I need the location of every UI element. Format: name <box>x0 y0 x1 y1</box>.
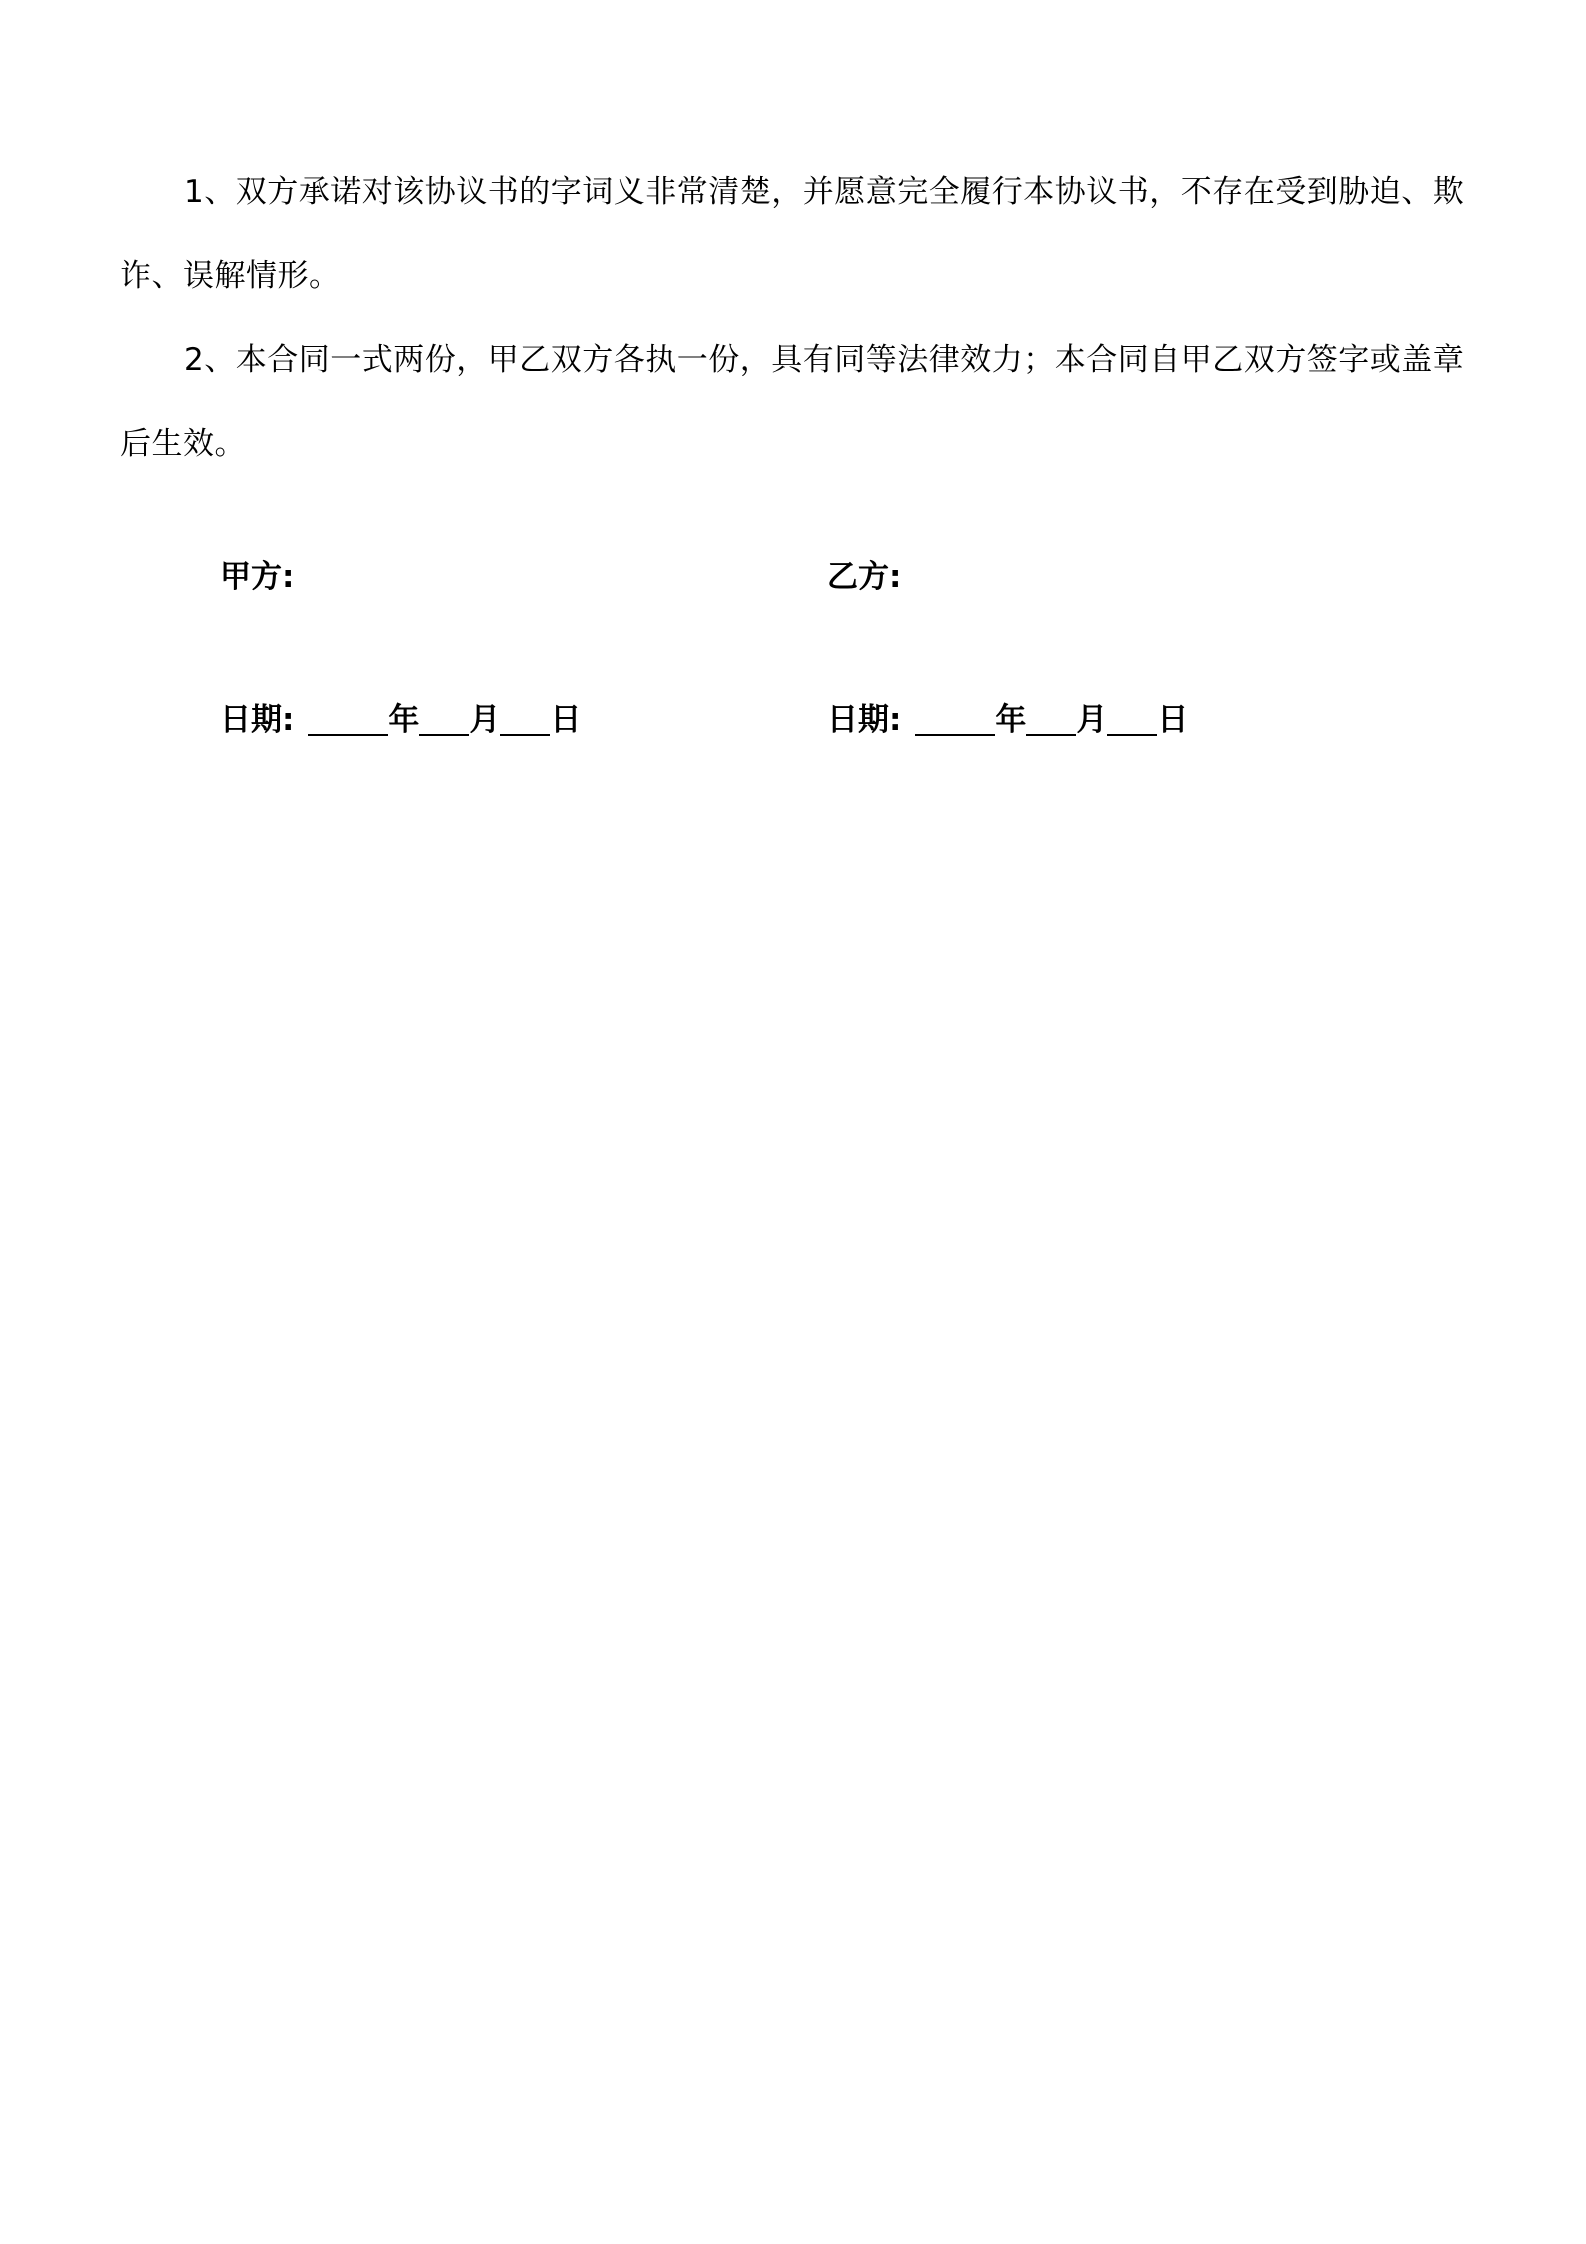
party-a-year-label: 年 <box>388 702 420 738</box>
clauses-section <box>120 150 1472 486</box>
party-a-day-label: 日 <box>550 702 582 738</box>
party-b-month-blank <box>1026 702 1076 736</box>
party-b-day-blank <box>1107 702 1157 736</box>
party-a-date-line <box>220 700 581 740</box>
clause-2: 2、本合同一式两份，甲乙双方各执一份，具有同等法律效力；本合同自甲乙双方签字或盖章后生效。 <box>120 342 1465 462</box>
party-b-date-line <box>827 700 1188 740</box>
party-a-month-blank <box>419 702 469 736</box>
party-b-year-label: 年 <box>995 702 1027 738</box>
party-b-label: 乙方: <box>827 559 902 595</box>
party-a-date-label: 日期: <box>220 702 295 738</box>
party-b-month-label: 月 <box>1076 702 1108 738</box>
party-a-day-blank <box>500 702 550 736</box>
clause-1: 1、双方承诺对该协议书的字词义非常清楚，并愿意完全履行本协议书，不存在受到胁迫、欺诈、误解情形。 <box>120 174 1465 294</box>
party-b-day-label: 日 <box>1157 702 1189 738</box>
party-a-month-label: 月 <box>469 702 501 738</box>
signature-section <box>0 545 1586 765</box>
party-b-year-blank <box>915 702 995 736</box>
party-b-date-label: 日期: <box>827 702 902 738</box>
party-a-year-blank <box>308 702 388 736</box>
party-a-label: 甲方: <box>220 559 295 595</box>
